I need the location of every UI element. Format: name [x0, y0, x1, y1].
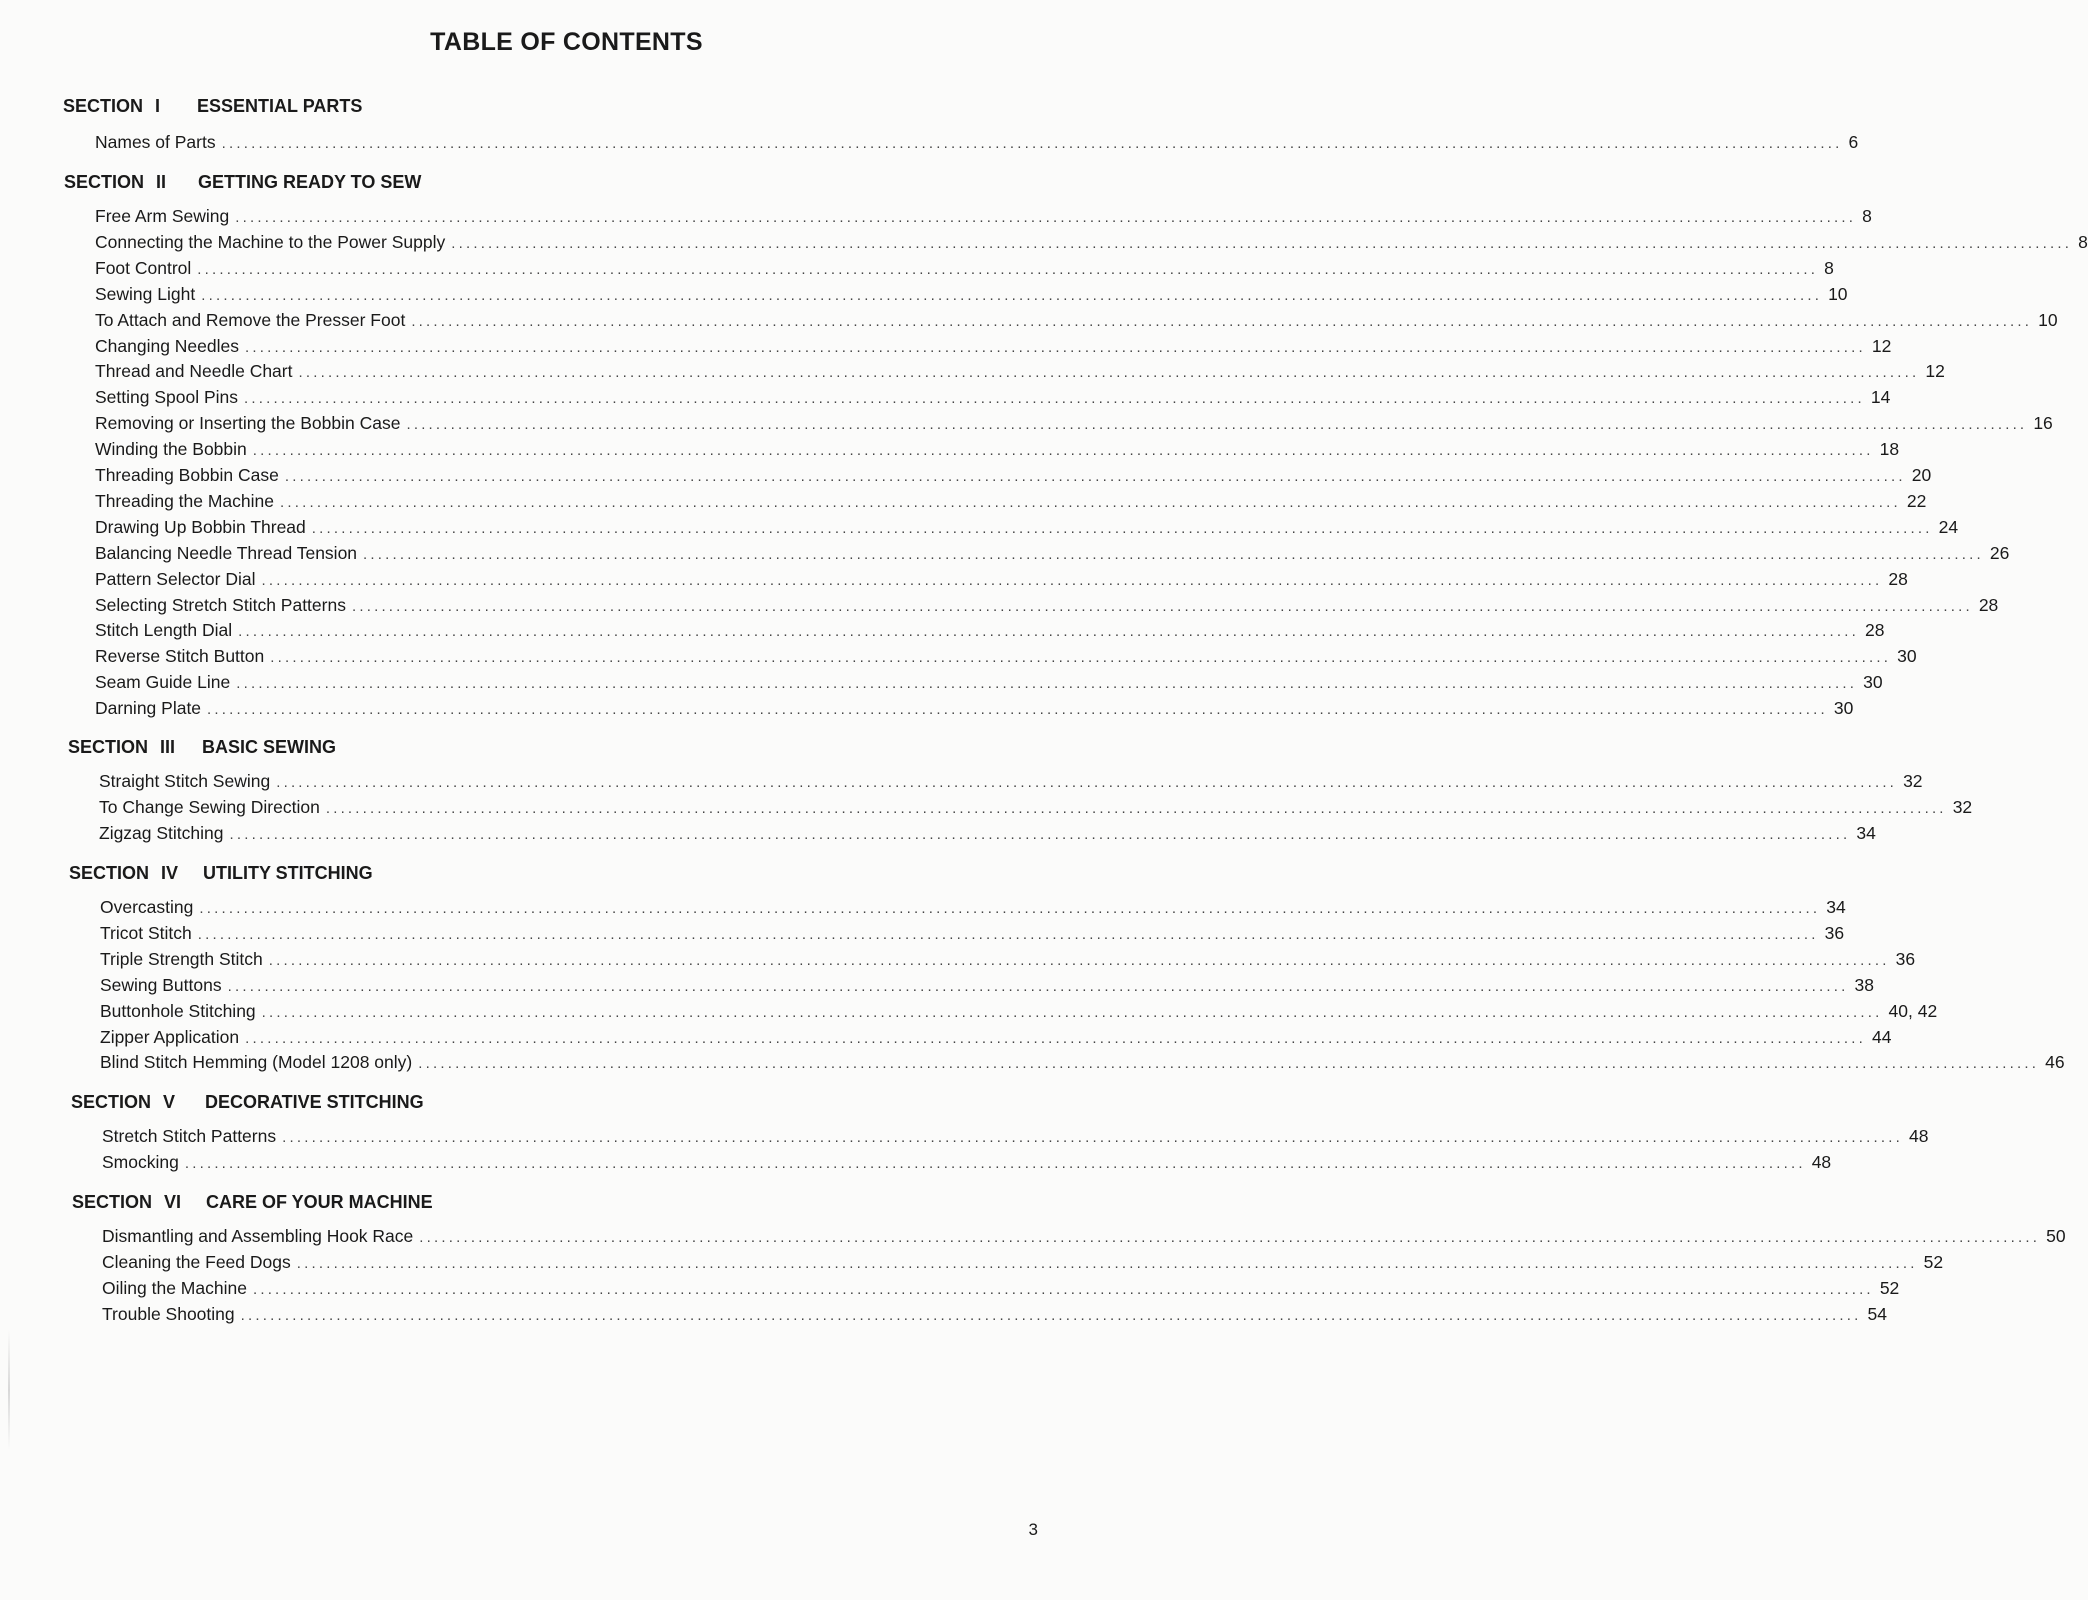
entry-page-number: 28: [1888, 568, 1908, 589]
entry-page-number: 24: [1938, 516, 1959, 537]
entry-title: Zigzag Stitching: [99, 822, 224, 843]
dot-leader: ............................................................................................................................................................................................................................: [406, 416, 2028, 434]
dot-leader: ............................................................................................................................................................................................................................: [207, 701, 1828, 719]
toc-entry[interactable]: [100, 1000, 1938, 1025]
section-label: SECTION: [69, 863, 150, 883]
toc-entry[interactable]: [102, 1251, 1944, 1276]
entry-page-number: 18: [1879, 439, 1900, 460]
entry-title: Triple Strength Stitch: [100, 948, 263, 969]
toc-entry[interactable]: [102, 1151, 1832, 1176]
entry-page-number: 46: [2045, 1052, 2065, 1073]
dot-leader: ............................................................................................................................................................................................................................: [245, 338, 1866, 356]
entry-page-number: 26: [1989, 542, 2010, 563]
dot-leader: ............................................................................................................................................................................................................................: [280, 493, 1901, 511]
dot-leader: ............................................................................................................................................................................................................................: [419, 1229, 2041, 1246]
toc-entry[interactable]: [102, 1126, 1929, 1150]
entry-page-number: 10: [2038, 309, 2058, 330]
toc-entry[interactable]: [95, 335, 1892, 360]
section-name: UTILITY STITCHING: [203, 863, 373, 883]
section-numeral: IV: [161, 863, 179, 883]
entry-page-number: 28: [1978, 594, 1999, 615]
dot-leader: ............................................................................................................................................................................................................................: [411, 312, 2033, 330]
entry-page-number: 6: [1848, 132, 1859, 152]
toc-entry[interactable]: [99, 796, 1973, 821]
dot-leader: ............................................................................................................................................................................................................................: [221, 135, 1843, 152]
entry-title: Straight Stitch Sewing: [99, 771, 271, 791]
dot-leader: ............................................................................................................................................................................................................................: [261, 1003, 1883, 1021]
entry-page-number: 40, 42: [1888, 1000, 1938, 1021]
entry-page-number: 30: [1833, 698, 1854, 719]
entry-title: Dismantling and Assembling Hook Race: [102, 1226, 414, 1246]
section-label: SECTION: [64, 172, 145, 192]
dot-leader: ............................................................................................................................................................................................................................: [227, 977, 1849, 995]
entry-page-number: 8: [1824, 257, 1834, 278]
dot-leader: ............................................................................................................................................................................................................................: [284, 468, 1906, 485]
dot-leader: ............................................................................................................................................................................................................................: [201, 286, 1823, 304]
toc-entry[interactable]: [95, 257, 1834, 282]
toc-entry[interactable]: [100, 897, 1846, 921]
entry-page-number: 16: [2033, 413, 2053, 434]
entry-page-number: 10: [1828, 283, 1848, 304]
dot-leader: ............................................................................................................................................................................................................................: [261, 571, 1883, 589]
entry-title: Trouble Shooting: [102, 1303, 235, 1324]
entry-page-number: 20: [1911, 465, 1932, 485]
section-heading: [72, 1192, 433, 1213]
toc-entry[interactable]: [95, 309, 2058, 334]
entry-page-number: 32: [1952, 796, 1973, 817]
entry-title: Threading the Machine: [95, 490, 274, 511]
section-label: SECTION: [71, 1092, 152, 1112]
entry-page-number: 30: [1863, 672, 1883, 693]
toc-entry[interactable]: [100, 1052, 2065, 1076]
dot-leader: ............................................................................................................................................................................................................................: [184, 1154, 1806, 1172]
entry-title: Stitch Length Dial: [95, 620, 233, 641]
dot-leader: ............................................................................................................................................................................................................................: [245, 1029, 1866, 1047]
entry-title: Overcasting: [100, 897, 194, 917]
scan-edge-mark: [8, 1330, 10, 1450]
toc-entry[interactable]: [95, 594, 1999, 619]
toc-entry[interactable]: [95, 361, 1945, 385]
entry-title: Drawing Up Bobbin Thread: [95, 516, 306, 537]
section-heading: [71, 1092, 424, 1113]
entry-title: Blind Stitch Hemming (Model 1208 only): [100, 1052, 413, 1073]
toc-entry[interactable]: [95, 542, 2010, 567]
entry-title: Winding the Bobbin: [95, 439, 247, 460]
dot-leader: ............................................................................................................................................................................................................................: [451, 234, 2073, 252]
dot-leader: ............................................................................................................................................................................................................................: [197, 260, 1819, 278]
dot-leader: ............................................................................................................................................................................................................................: [197, 925, 1819, 943]
entry-title: Names of Parts: [95, 132, 216, 152]
section-heading: [68, 737, 336, 758]
entry-title: Pattern Selector Dial: [95, 568, 256, 589]
entry-page-number: 28: [1865, 620, 1885, 641]
entry-title: Thread and Needle Chart: [95, 361, 293, 382]
toc-entry[interactable]: [95, 231, 2088, 256]
entry-title: Reverse Stitch Button: [95, 646, 265, 667]
dot-leader: ............................................................................................................................................................................................................................: [252, 1280, 1874, 1298]
toc-entry[interactable]: [102, 1303, 1887, 1328]
dot-leader: ............................................................................................................................................................................................................................: [363, 545, 1984, 563]
dot-leader: ............................................................................................................................................................................................................................: [298, 364, 1920, 382]
toc-entry[interactable]: [95, 490, 1927, 515]
dot-leader: ............................................................................................................................................................................................................................: [325, 799, 1947, 817]
toc-entry[interactable]: [95, 439, 1900, 463]
entry-page-number: 32: [1903, 771, 1923, 791]
section-numeral: VI: [164, 1192, 182, 1212]
toc-entry[interactable]: [95, 465, 1932, 489]
dot-leader: ............................................................................................................................................................................................................................: [244, 390, 1865, 408]
toc-entry[interactable]: [100, 974, 1874, 999]
toc-entry[interactable]: [95, 413, 2053, 437]
entry-page-number: 36: [1895, 948, 1916, 969]
dot-leader: ............................................................................................................................................................................................................................: [236, 675, 1858, 693]
page-number: 3: [1028, 1520, 1038, 1539]
entry-page-number: 34: [1856, 822, 1876, 843]
toc-entry[interactable]: [100, 1026, 1892, 1051]
toc-entry[interactable]: [95, 387, 1891, 411]
dot-leader: ............................................................................................................................................................................................................................: [229, 825, 1851, 843]
toc-entry[interactable]: [95, 283, 1848, 308]
toc-entry[interactable]: [100, 948, 1916, 973]
dot-leader: ............................................................................................................................................................................................................................: [235, 209, 1857, 226]
entry-title: To Change Sewing Direction: [99, 796, 320, 817]
toc-entry[interactable]: [95, 672, 1883, 696]
dot-leader: ............................................................................................................................................................................................................................: [199, 900, 1821, 917]
section-heading: [69, 863, 373, 884]
toc-entry[interactable]: [95, 516, 1959, 541]
section-numeral: III: [160, 737, 176, 757]
entry-page-number: 34: [1826, 897, 1846, 917]
entry-title: Oiling the Machine: [102, 1277, 247, 1298]
section-label: SECTION: [63, 96, 144, 116]
entry-title: Sewing Buttons: [100, 974, 222, 995]
dot-leader: ............................................................................................................................................................................................................................: [276, 774, 1898, 791]
entry-page-number: 48: [1908, 1126, 1929, 1146]
entry-page-number: 12: [1871, 335, 1892, 356]
dot-leader: ............................................................................................................................................................................................................................: [282, 1129, 1903, 1146]
section-label: SECTION: [68, 737, 149, 757]
entry-page-number: 54: [1867, 1303, 1887, 1324]
section-numeral: V: [163, 1092, 176, 1112]
entry-title: Free Arm Sewing: [95, 206, 230, 226]
section-name: ESSENTIAL PARTS: [197, 96, 363, 116]
dot-leader: ............................................................................................................................................................................................................................: [252, 442, 1874, 460]
entry-page-number: 36: [1824, 922, 1845, 943]
entry-title: Setting Spool Pins: [95, 387, 239, 408]
entry-title: Changing Needles: [95, 335, 239, 356]
entry-page-number: 22: [1906, 490, 1927, 511]
page-title: TABLE OF CONTENTS: [430, 28, 703, 56]
section-heading: [64, 172, 421, 193]
entry-page-number: 44: [1871, 1026, 1892, 1047]
toc-entry[interactable]: [100, 922, 1845, 947]
toc-entry[interactable]: [102, 1226, 2066, 1250]
entry-page-number: 52: [1923, 1251, 1944, 1272]
section-name: CARE OF YOUR MACHINE: [206, 1192, 433, 1212]
section-name: DECORATIVE STITCHING: [205, 1092, 424, 1112]
entry-page-number: 8: [1862, 206, 1872, 226]
entry-title: Buttonhole Stitching: [100, 1000, 256, 1021]
entry-page-number: 50: [2046, 1226, 2066, 1246]
entry-page-number: 12: [1925, 361, 1945, 382]
entry-title: Stretch Stitch Patterns: [102, 1126, 277, 1146]
section-name: GETTING READY TO SEW: [198, 172, 422, 192]
toc-entry[interactable]: [102, 1277, 1900, 1302]
dot-leader: ............................................................................................................................................................................................................................: [296, 1254, 1918, 1272]
entry-page-number: 48: [1811, 1151, 1832, 1172]
section-label: SECTION: [72, 1192, 153, 1212]
entry-title: Connecting the Machine to the Power Supply: [95, 231, 446, 252]
dot-leader: ............................................................................................................................................................................................................................: [311, 519, 1933, 537]
dot-leader: ............................................................................................................................................................................................................................: [268, 951, 1890, 969]
entry-title: Darning Plate: [95, 698, 202, 719]
section-heading: [63, 96, 362, 117]
entry-title: Zipper Application: [100, 1026, 240, 1047]
entry-title: Balancing Needle Thread Tension: [95, 542, 358, 563]
entry-page-number: 52: [1879, 1277, 1900, 1298]
dot-leader: ............................................................................................................................................................................................................................: [418, 1055, 2040, 1073]
entry-page-number: 30: [1897, 646, 1917, 667]
toc-entry[interactable]: [95, 132, 1859, 156]
toc-entry[interactable]: [95, 568, 1908, 593]
entry-title: Selecting Stretch Stitch Patterns: [95, 594, 346, 615]
dot-leader: ............................................................................................................................................................................................................................: [238, 623, 1860, 641]
entry-title: Foot Control: [95, 257, 192, 278]
section-numeral: I: [155, 96, 161, 116]
entry-page-number: 38: [1854, 974, 1874, 995]
entry-page-number: 14: [1870, 387, 1891, 408]
section-numeral: II: [156, 172, 167, 192]
section-name: BASIC SEWING: [202, 737, 337, 757]
toc-entry[interactable]: [95, 206, 1872, 230]
toc-entry[interactable]: [95, 646, 1917, 670]
dot-leader: ............................................................................................................................................................................................................................: [270, 649, 1892, 667]
toc-entry[interactable]: [95, 698, 1854, 722]
entry-title: Seam Guide Line: [95, 672, 231, 693]
dot-leader: ............................................................................................................................................................................................................................: [351, 597, 1973, 615]
dot-leader: ............................................................................................................................................................................................................................: [240, 1306, 1862, 1324]
entry-page-number: 8: [2078, 231, 2088, 252]
entry-title: Threading Bobbin Case: [95, 465, 279, 485]
toc-entry[interactable]: [95, 620, 1885, 644]
entry-title: Tricot Stitch: [100, 922, 192, 943]
entry-title: To Attach and Remove the Presser Foot: [95, 309, 406, 330]
entry-title: Cleaning the Feed Dogs: [102, 1251, 291, 1272]
toc-entry[interactable]: [99, 771, 1923, 795]
entry-title: Sewing Light: [95, 283, 196, 304]
entry-title: Smocking: [102, 1151, 179, 1172]
entry-title: Removing or Inserting the Bobbin Case: [95, 413, 401, 434]
toc-entry[interactable]: [99, 822, 1876, 847]
